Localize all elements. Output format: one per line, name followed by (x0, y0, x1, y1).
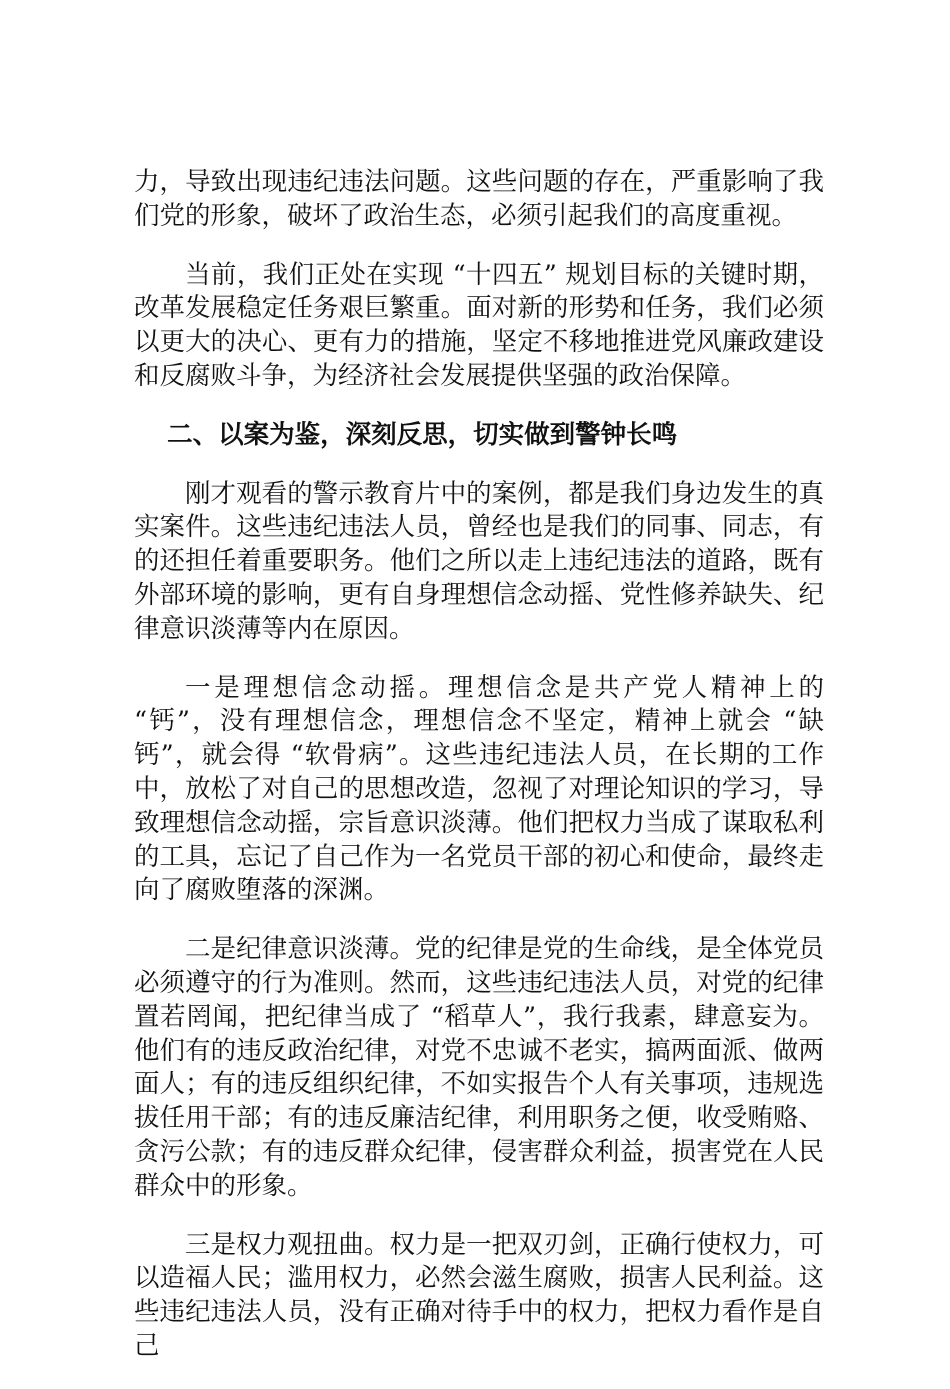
paragraph-ideals-wavering: 一是理想信念动摇。理想信念是共产党人精神上的 “钙”，没有理想信念，理想信念不坚定，精神上就会 “缺钙”，就会得 “软骨病”。这些违纪违法人员，在长期的工作中，放松了对自己的思想改造，忽视了对理论知识的学习，导致理想信念动摇，宗旨意识淡薄。他们把权力当成了谋取私利的工具，忘记了自己作为一名党员干部的初心和使命，最终走向了腐败堕落的深渊。 (134, 672, 824, 906)
section-heading: 二、以案为鉴，深刻反思，切实做到警钟长鸣 (167, 419, 678, 450)
paragraph-power-distorted: 三是权力观扭曲。权力是一把双刃剑，正确行使权力，可以造福人民；滥用权力，必然会滋生腐败，损害人民利益。这些违纪违法人员，没有正确对待手中的权力，把权力看作是自己 (134, 1229, 824, 1361)
document-body (134, 166, 824, 1389)
paragraph-discipline-weak: 二是纪律意识淡薄。党的纪律是党的生命线，是全体党员必须遵守的行为准则。然而，这些违纪违法人员，对党的纪律置若罔闻，把纪律当成了 “稻草人”，我行我素，肆意妄为。他们有的违反政治纪律，对党不忠诚不老实，搞两面派、做两面人；有的违反组织纪律，不如实报告个人有关事项，违规选拔任用干部；有的违反廉洁纪律，利用职务之便，收受贿赂、贪污公款；有的违反群众纪律，侵害群众利益，损害党在人民群众中的形象。 (134, 934, 824, 1201)
paragraph-fourteenth-five-year-plan: 当前，我们正处在实现 “十四五” 规划目标的关键时期，改革发展稳定任务艰巨繁重。面对新的形势和任务，我们必须以更大的决心、更有力的措施，坚定不移地推进党风廉政建设和反腐败斗争，为经济社会发展提供坚强的政治保障。 (134, 259, 824, 391)
paragraph-warning-cases: 刚才观看的警示教育片中的案例，都是我们身边发生的真实案件。这些违纪违法人员，曾经也是我们的同事、同志，有的还担任着重要职务。他们之所以走上违纪违法的道路，既有外部环境的影响，更有自身理想信念动摇、党性修养缺失、纪律意识淡薄等内在原因。 (134, 478, 824, 644)
paragraph-continuation: 力，导致出现违纪违法问题。这些问题的存在，严重影响了我们党的形象，破坏了政治生态，必须引起我们的高度重视。 (134, 167, 824, 231)
